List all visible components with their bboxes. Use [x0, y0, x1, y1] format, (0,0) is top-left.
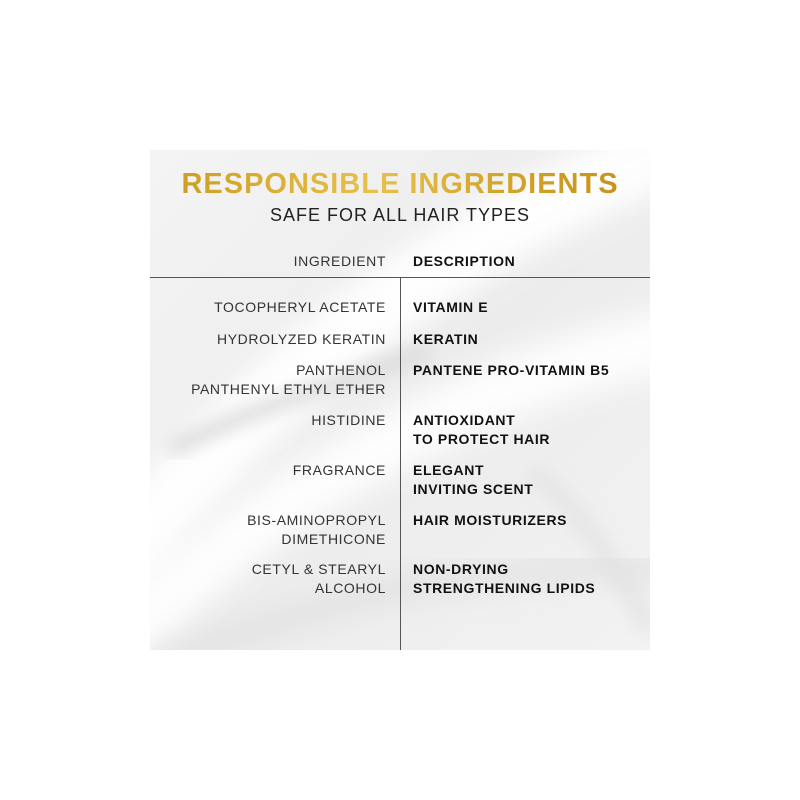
ingredient-cell [156, 361, 386, 399]
ingredient-cell [156, 461, 386, 480]
description-cell [413, 560, 643, 598]
column-header-ingredient: INGREDIENT [293, 253, 386, 269]
description-cell [413, 411, 643, 449]
description-text: INVITING SCENT [413, 481, 534, 497]
description-cell [413, 298, 643, 317]
description-text: VITAMIN E [413, 299, 489, 315]
description-text: PANTENE PRO-VITAMIN B5 [413, 362, 610, 378]
description-text: HAIR MOISTURIZERS [413, 512, 568, 528]
column-header-description: DESCRIPTION [413, 253, 516, 269]
ingredient-cell [156, 298, 386, 317]
ingredient-text: CETYL & STEARYL [251, 561, 386, 577]
ingredient-text: HYDROLYZED KERATIN [217, 331, 386, 347]
ingredient-text: FRAGRANCE [292, 462, 386, 478]
description-cell [413, 511, 643, 530]
description-text: TO PROTECT HAIR [413, 431, 551, 447]
ingredient-cell [156, 411, 386, 430]
description-text: STRENGTHENING LIPIDS [413, 580, 596, 596]
ingredient-text: BIS-AMINOPROPYL [247, 512, 386, 528]
description-text: ELEGANT [413, 462, 485, 478]
column-divider [400, 277, 401, 650]
description-cell [413, 461, 643, 499]
ingredient-cell [156, 511, 386, 549]
description-text: ANTIOXIDANT [413, 412, 516, 428]
description-cell [413, 361, 643, 380]
ingredient-text: TOCOPHERYL ACETATE [214, 299, 386, 315]
page-title: RESPONSIBLE INGREDIENTS [150, 168, 650, 201]
ingredient-text: DIMETHICONE [281, 531, 386, 547]
ingredient-cell [156, 560, 386, 598]
description-text: KERATIN [413, 331, 479, 347]
ingredient-text: HISTIDINE [311, 412, 386, 428]
ingredient-text: PANTHENYL ETHYL ETHER [191, 381, 386, 397]
ingredient-text: ALCOHOL [314, 580, 386, 596]
ingredient-text: PANTHENOL [296, 362, 386, 378]
ingredient-cell [156, 330, 386, 349]
ingredients-card [150, 150, 650, 650]
description-cell [413, 330, 643, 349]
description-text: NON-DRYING [413, 561, 509, 577]
page-subtitle: SAFE FOR ALL HAIR TYPES [269, 205, 531, 225]
